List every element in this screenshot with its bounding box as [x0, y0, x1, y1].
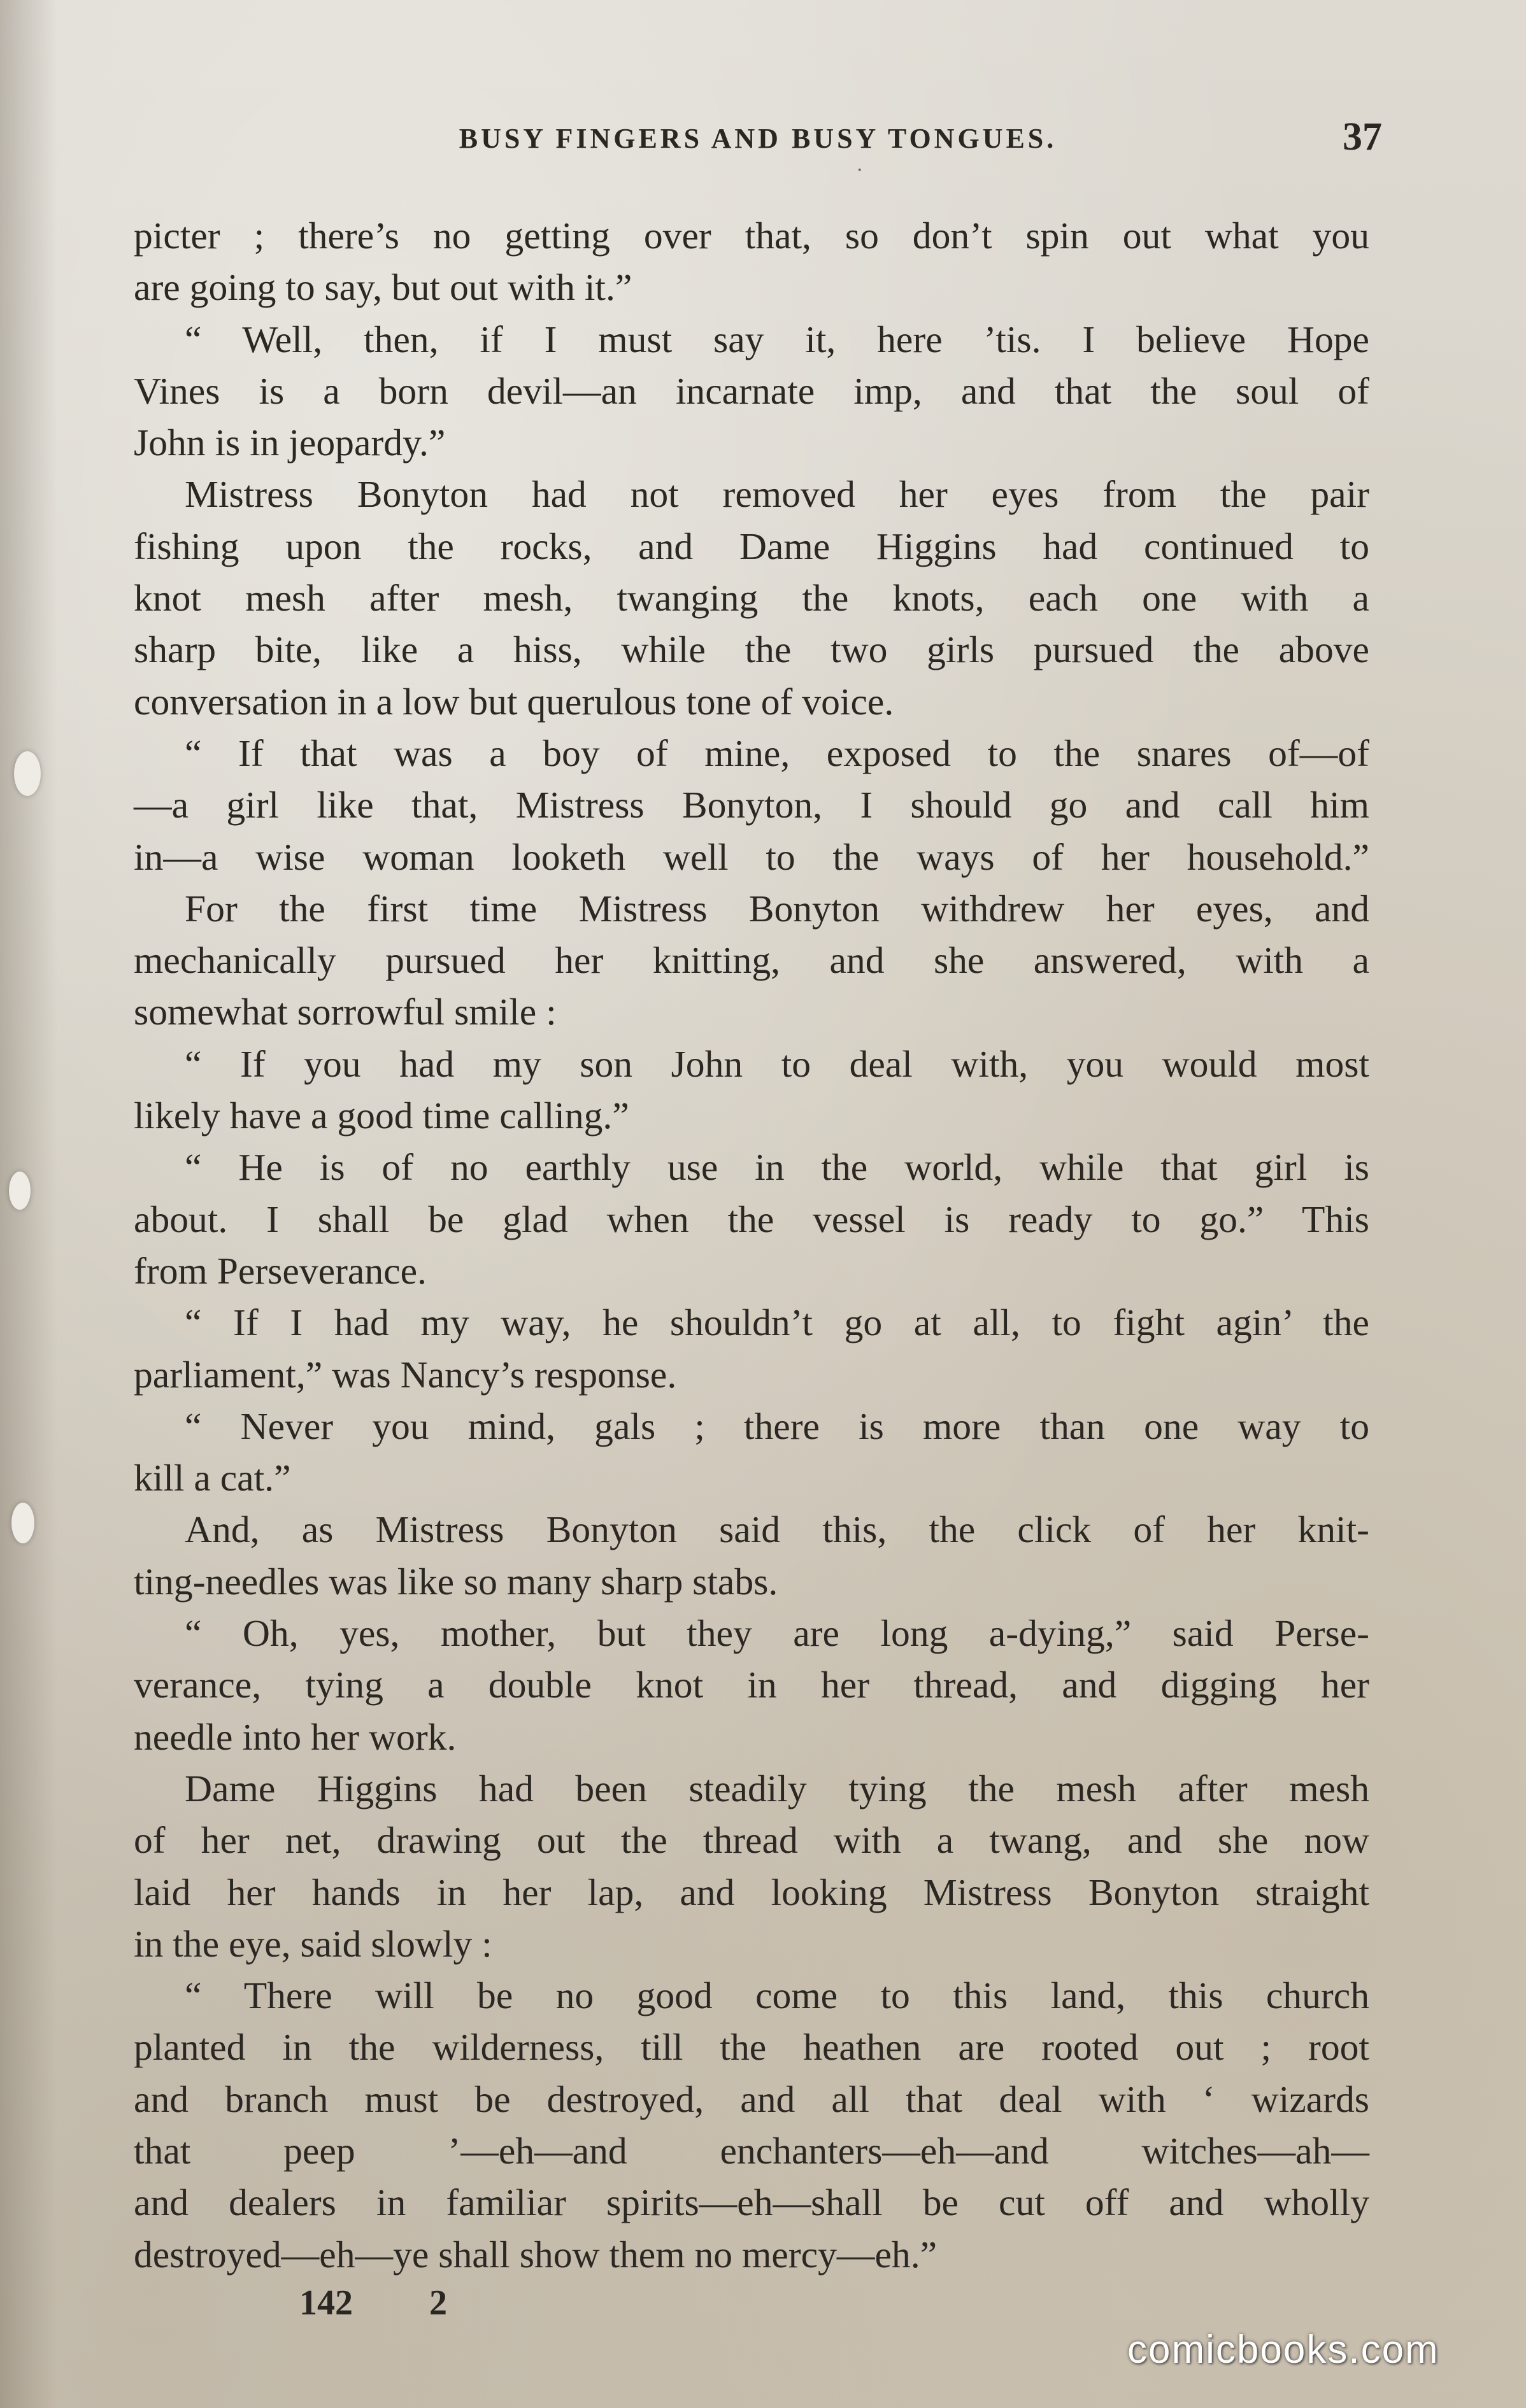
text-line: Dame Higgins had been steadily tying the mesh after mesh [185, 1767, 1369, 1810]
text-line: “ If that was a boy of mine, exposed to the snares of—of [185, 732, 1369, 774]
text-line: verance, tying a double knot in her thread, and digging her [134, 1664, 1369, 1706]
text-line: about. I shall be glad when the vessel is ready to go.” This [134, 1198, 1369, 1240]
text-line: planted in the wilderness, till the heathen are rooted out ; root [134, 2026, 1369, 2069]
text-line: knot mesh after mesh, twanging the knots, each one with a [134, 577, 1369, 620]
text-line: in the eye, said slowly : [134, 1922, 492, 1965]
page-binding-shadow [0, 0, 57, 2408]
text-line: John is in jeopardy.” [134, 421, 446, 464]
text-line: For the first time Mistress Bonyton withdrew her eyes, and [185, 887, 1369, 930]
text-line: that peep ’—eh—and enchanters—eh—and witches—ah— [134, 2129, 1369, 2172]
text-line: picter ; there’s no getting over that, so don’t spin out what you [134, 215, 1369, 257]
text-line: “ Well, then, if I must say it, here ’tis. I believe Hope [185, 318, 1369, 360]
text-line: and branch must be destroyed, and all that deal with ‘ wizards [134, 2078, 1369, 2120]
text-line: likely have a good time calling.” [134, 1094, 629, 1137]
page-number: 37 [1343, 115, 1382, 159]
running-header [134, 115, 1382, 181]
text-line: needle into her work. [134, 1715, 457, 1758]
text-line: “ He is of no earthly use in the world, while that girl is [185, 1146, 1369, 1189]
signature-mark: 2 [429, 2283, 447, 2323]
text-line: are going to say, but out with it.” [134, 266, 632, 309]
page-tear-mark [9, 1172, 31, 1210]
text-line: parliament,” was Nancy’s response. [134, 1353, 677, 1396]
text-line: sharp bite, like a hiss, while the two girls pursued the above [134, 628, 1369, 671]
text-line: kill a cat.” [134, 1457, 291, 1499]
text-line: Mistress Bonyton had not removed her eyes from the pair [185, 473, 1369, 516]
print-speck: · [857, 159, 863, 181]
page-tear-mark [14, 751, 41, 796]
signature-number: 142 [299, 2283, 353, 2323]
text-line: fishing upon the rocks, and Dame Higgins had continued to [134, 525, 1369, 567]
running-title: BUSY FINGERS AND BUSY TONGUES. [459, 123, 1057, 154]
text-line: —a girl like that, Mistress Bonyton, I should go and call him [134, 784, 1369, 826]
text-line: “ Oh, yes, mother, but they are long a-dying,” said Perse- [185, 1612, 1369, 1655]
text-line: mechanically pursued her knitting, and she answered, with a [134, 939, 1369, 982]
watermark: comicbooks.com [1127, 2328, 1439, 2372]
text-line: ting-needles was like so many sharp stabs. [134, 1560, 778, 1603]
text-line: And, as Mistress Bonyton said this, the click of her knit- [185, 1508, 1369, 1551]
body-text [134, 210, 1369, 2281]
text-line: Vines is a born devil—an incarnate imp, and that the soul of [134, 369, 1369, 412]
text-line: destroyed—eh—ye shall show them no mercy—eh.” [134, 2233, 938, 2276]
text-line: of her net, drawing out the thread with a twang, and she now [134, 1819, 1369, 1862]
page-tear-mark [11, 1503, 34, 1543]
text-line: and dealers in familiar spirits—eh—shall be cut off and wholly [134, 2181, 1369, 2224]
text-line: “ There will be no good come to this land, this church [185, 1974, 1369, 2017]
text-line: conversation in a low but querulous tone of voice. [134, 680, 894, 723]
text-line: “ If I had my way, he shouldn’t go at all, to fight agin’ the [185, 1301, 1369, 1344]
text-line: laid her hands in her lap, and looking Mistress Bonyton straight [134, 1871, 1369, 1913]
text-line: from Perseverance. [134, 1249, 427, 1292]
text-line: somewhat sorrowful smile : [134, 991, 557, 1033]
text-line: “ If you had my son John to deal with, you would most [185, 1042, 1369, 1085]
text-line: in—a wise woman looketh well to the ways of her household.” [134, 835, 1369, 878]
text-line: “ Never you mind, gals ; there is more than one way to [185, 1405, 1369, 1447]
signature-footer [299, 2283, 524, 2323]
